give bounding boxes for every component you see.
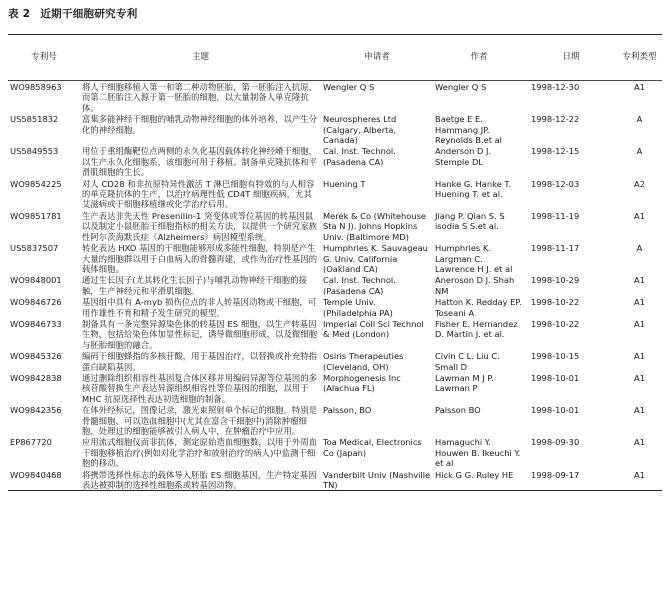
cell-subject: 编码干细胞蜂指的多核苷酸，用于基因治疗，以替换或补充特指蛋白缺陷基因。 xyxy=(82,351,318,372)
table-row xyxy=(8,242,662,274)
cell-type: A xyxy=(636,114,643,125)
cell-subject: 在体外经标记，图像记录，激光束照射单个标记的细胞，特别是骨髓细胞，可以造血细胞中(尤其在富含干细胞中)消除肿瘤细胞，处理过的细胞能够被引入病人中，在肿瘤治疗中应用。 xyxy=(82,405,318,436)
cell-date: 1998-11-19 xyxy=(531,210,580,221)
table-row xyxy=(8,372,662,404)
cell-author: Humphries K. Largman C. Lawrence H J. et al xyxy=(435,243,513,274)
cell-type: A1 xyxy=(634,405,645,416)
cell-subject: 对人 CD28 和非抗原特异性激活 T 淋巴细胞有特效的与人相容的单克隆抗体的生产，以治疗病理性低 CD4T 细胞疾病，尤其艾滋病或干细胞移植继或化学治疗后用。 xyxy=(82,178,315,210)
table-body xyxy=(8,81,662,491)
cell-subject: 基因组中具有 A-myb 损伤位点的非人转基因动物或干细胞，可用作雄性不育和精子发生研究的模型。 xyxy=(82,297,317,318)
cell-author: Hatton K. Redday EP. Toseani A xyxy=(435,297,522,318)
cell-applicant: Vanderbilt Univ (Nashville TN) xyxy=(323,469,431,491)
cell-author: Hamaguchi Y. Houwen B. Ikeuchi Y. et al xyxy=(435,437,521,469)
cell-author: Civin C L. Liu C. Small D xyxy=(435,351,500,372)
cell-patent-no: WO9845326 xyxy=(10,351,62,362)
cell-subject: 转化表达 HXO 基因的干细胞能够形成多能性细胞，特别是产生大量的细胞群以用于白血病人的骨髓再建，或作为治疗性基因的载体细胞。 xyxy=(82,243,318,274)
cell-author: Aneroson D J. Shah NM xyxy=(435,275,515,296)
cell-subject: 将携带选择性标志的载体导入胚胎 ES 细胞基因，生产特定基因表达被抑制的选择性细胞系或转基因动物。 xyxy=(82,469,317,491)
cell-applicant: Osiris Therapeuties (Cleveland, OH) xyxy=(323,351,404,372)
header-subject: 主题 xyxy=(191,52,210,63)
cell-date: 1998-12-03 xyxy=(531,178,580,189)
cell-patent-no: WO9848001 xyxy=(10,275,62,286)
cell-date: 1998-10-22 xyxy=(531,318,580,329)
cell-patent-no: WO9846726 xyxy=(10,297,62,308)
table-caption xyxy=(8,6,138,21)
cell-subject: 富集多能神经干细胞的哺乳动物神经细胞的体外培养，以产生分化的神经细胞。 xyxy=(82,114,318,135)
cell-patent-no: US5837507 xyxy=(10,243,59,254)
cell-subject: 制备具有一条完整异源染色体的转基因 ES 细胞，以生产转基因生物，包括给染色体加显性标记，诱导微细胞形成，以及微细胞与胚胎细胞的融合。 xyxy=(82,318,318,350)
cell-author: Palsson BO xyxy=(435,405,481,416)
cell-patent-no: US5849553 xyxy=(10,146,59,157)
cell-type: A1 xyxy=(634,372,645,383)
cell-date: 1998-10-01 xyxy=(531,405,580,416)
cell-patent-no: WO9851781 xyxy=(10,210,62,221)
cell-date: 1998-12-30 xyxy=(531,82,580,92)
table-row xyxy=(8,404,662,436)
cell-patent-no: WO9846733 xyxy=(10,318,62,329)
cell-subject: 生产表达非先天性 Presenilin-1 突变体或等位基因的转基因鼠以及制定小鼠胚胎干细胞指标的相关方法，以提供一个研究家族性阿尔茨海默氏症（Alzheimers）病因模型系统。 xyxy=(82,210,318,242)
patent-table xyxy=(8,34,662,491)
cell-applicant: Wengler Q S xyxy=(323,82,375,92)
cell-author: Jiang P. Qian S. S isodia S S.et al. xyxy=(435,210,505,232)
cell-date: 1998-10-29 xyxy=(531,275,580,286)
cell-patent-no: WO9854225 xyxy=(10,178,62,189)
table-row xyxy=(8,469,662,491)
cell-type: A1 xyxy=(634,318,645,329)
table-row xyxy=(8,210,662,242)
header-applicant: 申请者 xyxy=(364,52,390,63)
cell-author: Wengler Q S xyxy=(435,82,487,92)
header-patent-no: 专利号 xyxy=(31,52,57,63)
cell-applicant: Cal. Inst. Technol. (Pasadena CA) xyxy=(323,146,396,167)
cell-author: Hick G G. Ruley HE xyxy=(435,469,514,480)
cell-applicant: Merek & Co (Whitehouse Sta N J). Johns Hopkins Univ. (Baltimore MD) xyxy=(323,210,427,242)
cell-type: A xyxy=(636,243,643,254)
cell-date: 1998-10-01 xyxy=(531,372,580,383)
cell-applicant: Humphries K. Sauvageau G. Univ. California (Oakland CA) xyxy=(323,243,428,274)
table-row xyxy=(8,436,662,468)
cell-date: 1998-10-22 xyxy=(531,297,580,308)
cell-applicant: Morphogenesis Inc (Alachua FL) xyxy=(323,372,401,394)
cell-type: A1 xyxy=(634,210,645,221)
cell-type: A1 xyxy=(634,297,645,308)
cell-patent-no: EP867720 xyxy=(10,437,52,448)
table-row xyxy=(8,350,662,372)
cell-applicant: Cal. Inst. Technol. (Pasadena CA) xyxy=(323,275,396,296)
cell-applicant: Huening T xyxy=(323,178,366,189)
table-row xyxy=(8,318,662,350)
table-row xyxy=(8,145,662,177)
cell-applicant: Imperial Coll Sci Technol & Med (London) xyxy=(323,318,424,340)
cell-subject: 应用流式细胞仪而非抗体，测定原始造血细胞数，以用于外周血干细胞移植治疗(例如对化学治疗和放射治疗的病人)中监测干细胞的移动。 xyxy=(82,437,318,469)
table-row xyxy=(8,296,662,318)
cell-type: A1 xyxy=(634,469,645,480)
cell-subject: 通过生长因子(尤其转化生长因子)与哺乳动物神经干细胞的接触，生产神经元和平滑肌细胞。 xyxy=(82,275,307,296)
table-number: 表 2 xyxy=(8,8,31,20)
table-row xyxy=(8,178,662,210)
cell-applicant: Palsson, BO xyxy=(323,405,372,416)
header-author: 作者 xyxy=(470,52,488,63)
cell-subject: 通过删除组织相容性基因复合体区移并用编码异源等位基因的多核苷酸替换生产表达异源组织相容性等位基因的细胞，以用于 MHC 抗原选择性表达初选细胞的制备。 xyxy=(82,372,318,404)
cell-date: 1998-11-17 xyxy=(531,243,580,254)
cell-patent-no: WO9840468 xyxy=(10,469,62,480)
table-row xyxy=(8,81,662,114)
cell-type: A1 xyxy=(634,275,645,286)
cell-author: Lawman M J P. Lawman P xyxy=(435,372,494,394)
table-header-row xyxy=(8,35,662,81)
cell-patent-no: WO9842356 xyxy=(10,405,62,416)
cell-date: 1998-12-15 xyxy=(531,146,580,157)
cell-applicant: Temple Univ. (Philadelphia PA) xyxy=(323,297,393,318)
cell-subject: 用位于重组酶靶位点两侧的永久化基因载体转化神经嵴干细胞，以生产永久化细胞系，该细胞可用于移植、制备单克隆抗体和平滑肌细胞的生长。 xyxy=(82,146,318,178)
cell-date: 1998-10-15 xyxy=(531,351,580,362)
cell-date: 1998-09-30 xyxy=(531,437,580,448)
table-title: 近期干细胞研究专利 xyxy=(40,8,138,20)
cell-type: A1 xyxy=(634,437,645,448)
cell-date: 1998-12-22 xyxy=(531,114,580,125)
header-type: 专利类型 xyxy=(622,52,657,63)
cell-applicant: Toa Medical, Electronics Co (Japan) xyxy=(323,437,422,458)
cell-author: Hanke G. Hanke T. Huening T. et al. xyxy=(435,178,512,200)
cell-type: A xyxy=(636,146,643,157)
cell-patent-no: WO9858963 xyxy=(10,82,62,92)
cell-applicant: Neurospheres Ltd (Calgary, Alberta, Canada) xyxy=(323,114,397,146)
header-date: 日期 xyxy=(562,52,580,63)
cell-author: Fisher E. Hernandez D. Martin J. et al. xyxy=(435,318,518,340)
cell-patent-no: US5851832 xyxy=(10,114,59,125)
table-row xyxy=(8,274,662,296)
cell-subject: 将人干细胞移植入第一和第二种动物胚胎，第一胚胎注入抗原，而第二胚胎注入源于第一胚胎的细胞，以大量制备人单克隆抗体。 xyxy=(82,82,318,113)
cell-patent-no: WO9842838 xyxy=(10,372,62,383)
cell-author: Anderson D J. Stemple DL xyxy=(435,146,492,167)
cell-author: Baetge E E. Hammang JP. Reynolds B.et al xyxy=(435,114,502,146)
cell-type: A1 xyxy=(634,82,645,92)
table-row xyxy=(8,113,662,145)
cell-type: A1 xyxy=(634,351,645,362)
cell-type: A2 xyxy=(634,178,645,189)
cell-date: 1998-09-17 xyxy=(531,469,580,480)
